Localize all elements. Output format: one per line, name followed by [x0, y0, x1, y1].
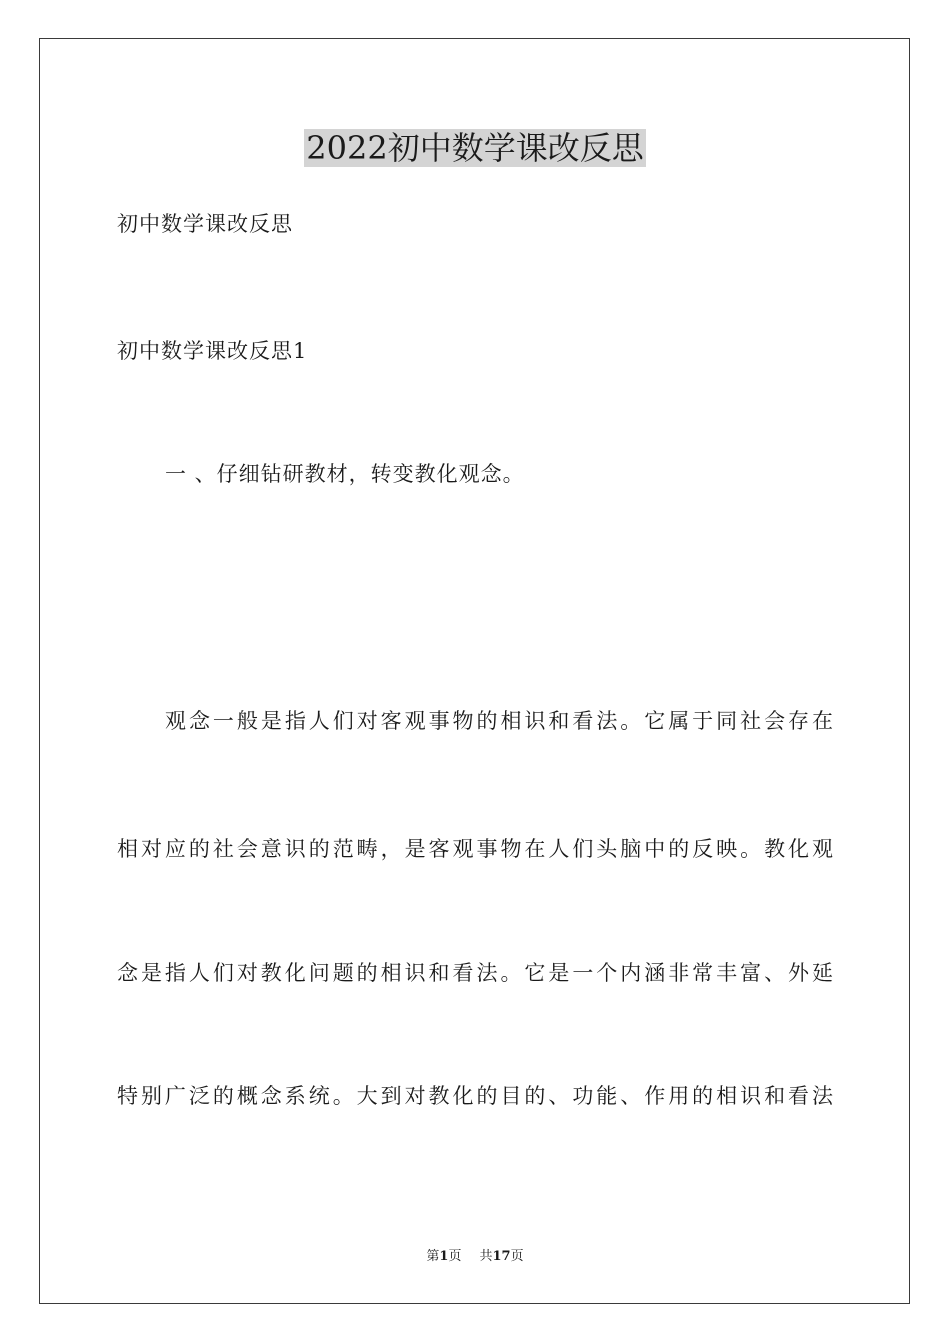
subsection-heading: 一 、仔细钻研教材，转变教化观念。: [165, 462, 525, 486]
document-subtitle: 初中数学课改反思: [117, 212, 293, 236]
footer-page-suffix: 页: [448, 1249, 462, 1264]
page-footer: [0, 1248, 950, 1266]
document-title-text: 2022初中数学课改反思: [306, 129, 644, 167]
section-heading-1: 初中数学课改反思1: [117, 339, 308, 363]
footer-total-pages: 17: [492, 1249, 511, 1264]
footer-page-prefix: 第: [426, 1249, 440, 1264]
paragraph-line: 观念一般是指人们对客观事物的相识和看法。它属于同社会存在: [165, 709, 833, 733]
paragraph-line: 相对应的社会意识的范畴，是客观事物在人们头脑中的反映。教化观: [117, 837, 833, 861]
paragraph-line: 特别广泛的概念系统。大到对教化的目的、功能、作用的相识和看法: [117, 1084, 833, 1108]
footer-page-number: 1: [439, 1249, 449, 1264]
footer-total-prefix: 共: [479, 1249, 493, 1264]
paragraph-line: 念是指人们对教化问题的相识和看法。它是一个内涵非常丰富、外延: [117, 961, 833, 985]
document-title: [0, 126, 950, 170]
footer-total-suffix: 页: [510, 1249, 524, 1264]
